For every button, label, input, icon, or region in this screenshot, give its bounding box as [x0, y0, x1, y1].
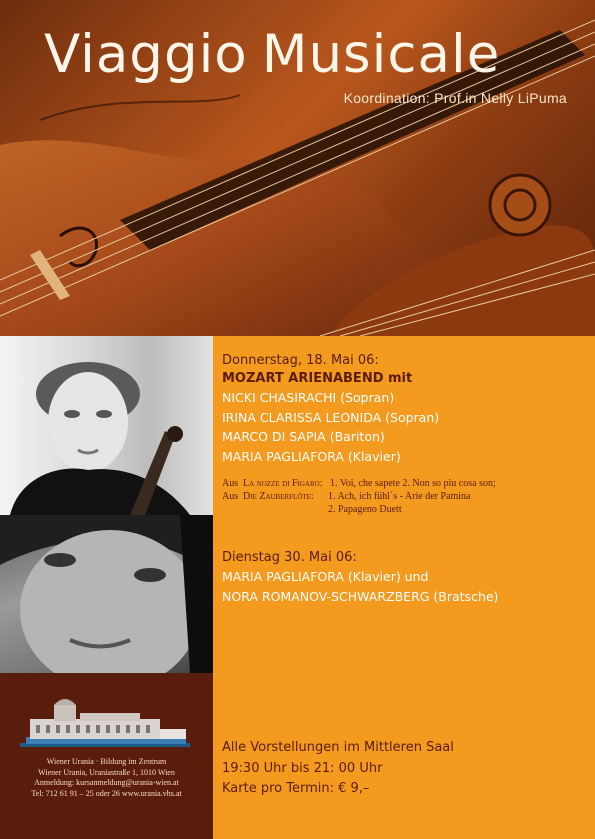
time-line: 19:30 Uhr bis 21: 00 Uhr: [222, 760, 383, 776]
concert-1: [222, 352, 439, 466]
program-items: 1. Voi, che sapete 2. Non so piu cosa son;: [330, 478, 496, 489]
performer: NICKI CHASIRACHI (Sopran): [222, 390, 395, 405]
program-work: Die Zauberflöte:: [243, 491, 314, 502]
urania-building-logo: [20, 699, 190, 751]
coordination-subtitle: Koordination: Prof.in Nelly LiPuma: [343, 90, 567, 106]
organizer-panel: [0, 673, 213, 839]
program-work: La nozze di Figaro:: [243, 478, 323, 489]
performer: MARCO DI SAPIA (Bariton): [222, 429, 385, 444]
violin-hero-image: [0, 0, 595, 336]
performer: MARIA PAGLIAFORA (Klavier) und: [222, 569, 429, 584]
organizer-line: Wiener Urania, Uraniastraße 1, 1010 Wien: [38, 767, 175, 777]
program-prefix: Aus: [222, 478, 239, 489]
concert-2-date: Dienstag 30. Mai 06:: [222, 550, 357, 565]
program-prefix: Aus: [222, 491, 239, 502]
concert-2: [222, 549, 498, 607]
poster-title: [44, 24, 501, 85]
title-word-1: Viaggio: [44, 24, 248, 85]
organizer-line: Anmeldung: kursanmeldung@urania-wien.at: [34, 778, 179, 787]
program-items: 1. Ach, ich fühl´s - Arie der Pamina: [328, 491, 471, 502]
organizer-line: Wiener Urania · Bildung im Zentrum: [46, 757, 167, 766]
concert-1-headline: MOZART ARIENABEND mit: [222, 371, 413, 386]
venue-info: [222, 738, 454, 800]
organizer-address: [0, 757, 213, 799]
performer: MARIA PAGLIAFORA (Klavier): [222, 448, 401, 464]
organizer-line: Tel: 712 61 91 – 25 oder 26 www.urania.vhs.at: [31, 788, 182, 798]
price-line: Karte pro Termin: € 9,–: [222, 781, 370, 796]
portrait-photo-pianist: [0, 515, 213, 673]
program-items: 2. Papageno Duett: [328, 504, 402, 515]
performer: IRINA CLARISSA LEONIDA (Sopran): [222, 409, 440, 425]
portrait-photo-singer: [0, 336, 213, 515]
concert-1-date: Donnerstag, 18. Mai 06:: [222, 353, 379, 368]
performer: NORA ROMANOV-SCHWARZBERG (Bratsche): [222, 589, 499, 604]
venue-line: Alle Vorstellungen im Mittleren Saal: [222, 740, 454, 755]
title-word-2: Musicale: [261, 24, 501, 85]
